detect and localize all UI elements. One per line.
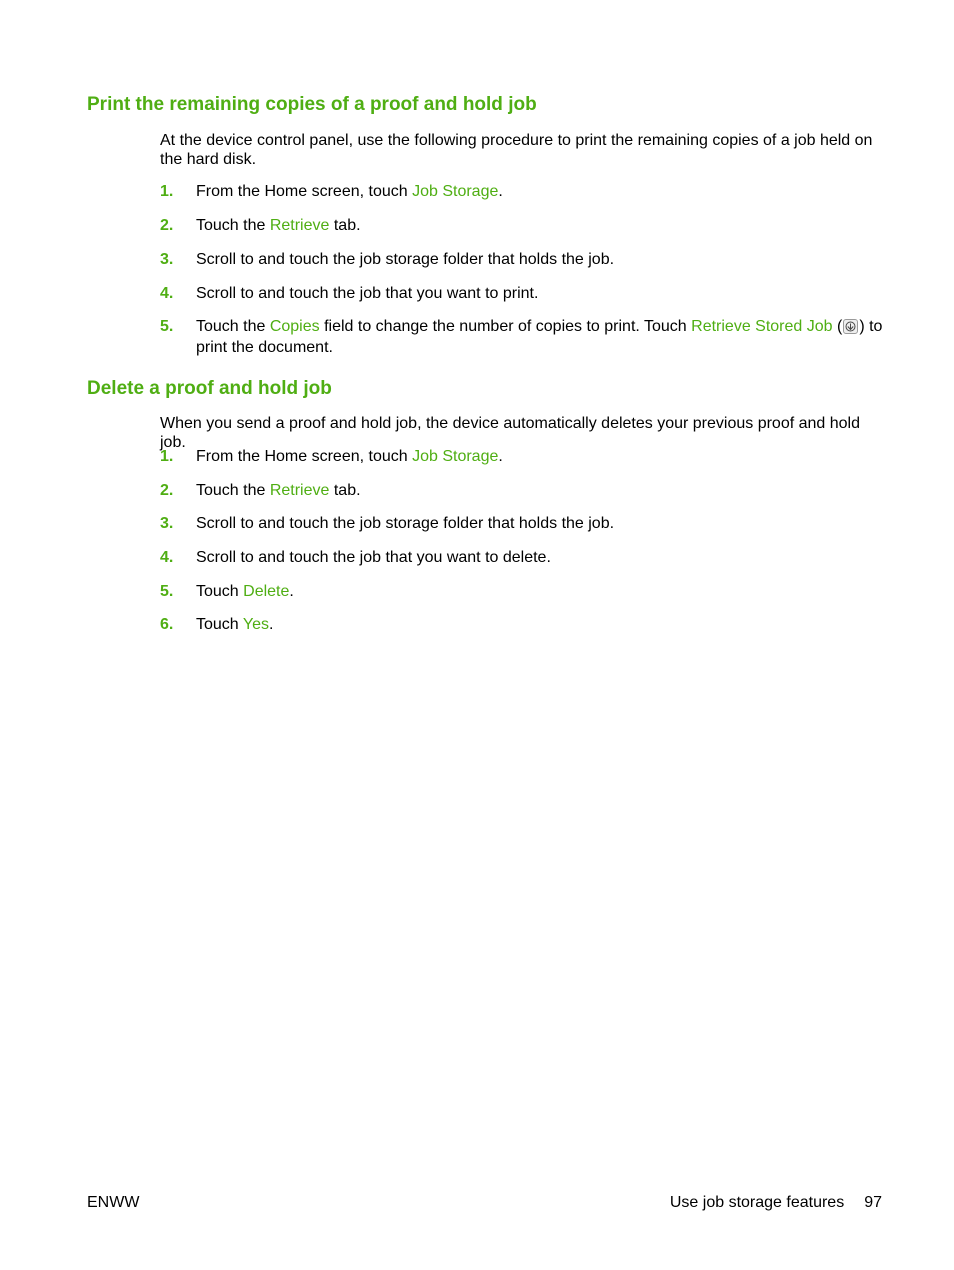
step-number: 2. bbox=[160, 482, 174, 499]
step-number: 2. bbox=[160, 217, 174, 234]
list-item bbox=[160, 614, 884, 635]
ui-term-job-storage: Job Storage bbox=[412, 448, 499, 465]
list-item bbox=[160, 215, 884, 236]
step-number: 3. bbox=[160, 251, 174, 268]
step-number: 1. bbox=[160, 183, 174, 200]
list-item bbox=[160, 513, 884, 534]
step-number: 1. bbox=[160, 448, 174, 465]
footer-label: ENWW bbox=[87, 1194, 140, 1211]
section-intro-delete: When you send a proof and hold job, the device automatically deletes your previous proof and hold job. bbox=[160, 415, 860, 451]
step-number: 5. bbox=[160, 318, 174, 335]
footer-section-title: Use job storage features bbox=[669, 1194, 845, 1211]
list-item bbox=[160, 446, 884, 467]
step-text: Touch the Retrieve tab. bbox=[196, 482, 361, 499]
section-heading-print-remaining: Print the remaining copies of a proof and hold job bbox=[87, 94, 537, 115]
list-item bbox=[160, 581, 884, 602]
start-button-icon bbox=[843, 319, 858, 334]
step-number: 4. bbox=[160, 285, 174, 302]
list-item bbox=[160, 547, 884, 568]
footer-right bbox=[670, 1193, 882, 1212]
step-text: Scroll to and touch the job storage folder that holds the job. bbox=[196, 515, 615, 532]
step-text: Touch Delete. bbox=[196, 583, 294, 600]
step-number: 5. bbox=[160, 583, 174, 600]
step-text: From the Home screen, touch Job Storage. bbox=[196, 183, 503, 200]
step-text: Touch Yes. bbox=[196, 616, 274, 633]
step-text: Scroll to and touch the job that you want to print. bbox=[196, 285, 539, 302]
section-heading-delete: Delete a proof and hold job bbox=[87, 378, 332, 399]
step-number: 3. bbox=[160, 515, 174, 532]
ui-term-retrieve: Retrieve bbox=[269, 482, 330, 499]
ui-term-job-storage: Job Storage bbox=[412, 183, 499, 200]
ui-term-retrieve-stored-job: Retrieve Stored Job bbox=[691, 318, 833, 335]
step-text: Touch the Copies field to change the number of copies to print. Touch Retrieve Stored Job ( ) to print the document. bbox=[196, 318, 883, 356]
step-text: Scroll to and touch the job storage folder that holds the job. bbox=[196, 251, 615, 268]
section-intro-print-remaining: At the device control panel, use the following procedure to print the remaining copies of a job held on the hard disk. bbox=[160, 132, 873, 168]
ui-term-delete: Delete bbox=[243, 583, 290, 600]
step-text: Touch the Retrieve tab. bbox=[196, 217, 361, 234]
step-text: From the Home screen, touch Job Storage. bbox=[196, 448, 503, 465]
list-item bbox=[160, 316, 884, 358]
step-text: Scroll to and touch the job that you want to delete. bbox=[196, 549, 551, 566]
ui-term-yes: Yes bbox=[242, 616, 269, 633]
list-item bbox=[160, 480, 884, 501]
ui-term-copies: Copies bbox=[269, 318, 320, 335]
step-number: 6. bbox=[160, 616, 174, 633]
ui-term-retrieve: Retrieve bbox=[269, 217, 330, 234]
step-number: 4. bbox=[160, 549, 174, 566]
list-item bbox=[160, 181, 884, 202]
list-item bbox=[160, 249, 884, 270]
page-number: 97 bbox=[864, 1194, 882, 1211]
list-item bbox=[160, 283, 884, 304]
